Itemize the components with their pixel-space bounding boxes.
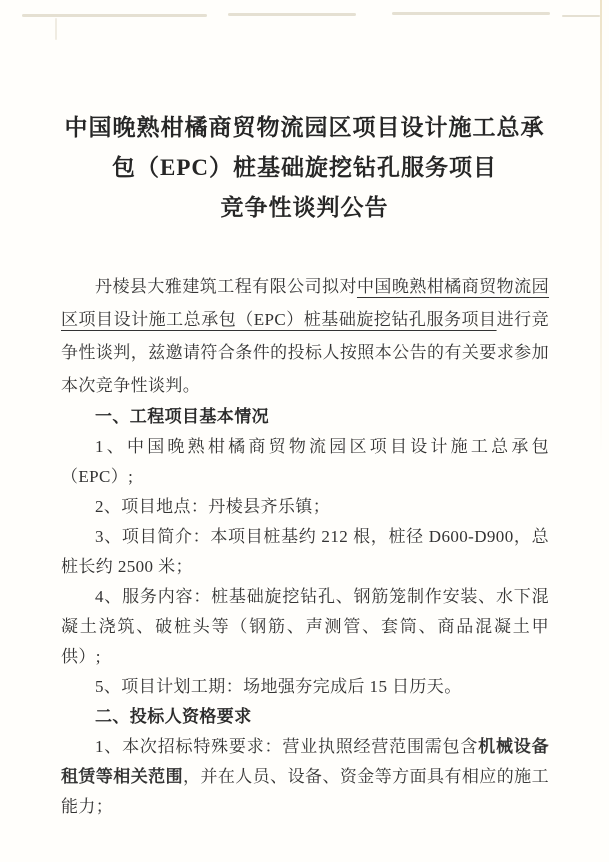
intro-text-post: 进行竞争性谈判，兹邀请符合条件的投标人按照本公告的有关要求参加本次竞争性谈判。 [61,310,550,395]
scan-artifact-edge [600,0,602,460]
section2-item-1 [61,732,549,822]
scan-artifact-streak [392,12,550,15]
section2-item-text-post: ，并在人员、设备、资金等方面具有相应的施工能力； [61,767,549,816]
section2-heading: 二、投标人资格要求 [95,707,252,726]
section1-item-4: 4、服务内容：桩基础旋挖钻孔、钢筋笼制作安装、水下混凝土浇筑、破桩头等（钢筋、声测管、套筒、商品混凝土甲供）; [61,587,549,666]
section1-item-5: 5、项目计划工期：场地强夯完成后 15 日历天。 [95,677,462,696]
scan-artifact-streak [22,14,207,17]
section2-item-bold-scope: 机械设备租赁等相关范围 [61,737,549,786]
document-title [40,108,569,228]
section2-item-text-pre: 1、本次招标特殊要求：营业执照经营范围需包含 [95,737,479,756]
section1-item-1: 1、中国晚熟柑橘商贸物流园区项目设计施工总承包（EPC）; [61,437,549,486]
section1-heading: 一、工程项目基本情况 [95,407,269,426]
title-line-3: 竞争性谈判公告 [220,195,389,220]
scan-artifact-streak [228,13,356,16]
section1-item-3: 3、项目简介：本项目桩基约 212 根，桩径 D600-D900，总桩长约 2500 米； [61,527,549,576]
intro-paragraph [61,270,549,402]
scan-artifact-smudge [55,18,57,40]
document-body [61,270,549,822]
scan-artifact-streak [562,15,600,17]
intro-text-pre: 丹棱县大雅建筑工程有限公司拟对 [95,277,357,296]
intro-underlined-project-name: 中国晚熟柑橘商贸物流园区项目设计施工总承包（EPC）桩基础旋挖钻孔服务项目 [61,277,550,329]
title-line-2: 包（EPC）桩基础旋挖钻孔服务项目 [112,155,497,180]
section1-item-2: 2、项目地点：丹棱县齐乐镇； [95,497,331,516]
title-line-1: 中国晚熟柑橘商贸物流园区项目设计施工总承 [64,115,545,140]
